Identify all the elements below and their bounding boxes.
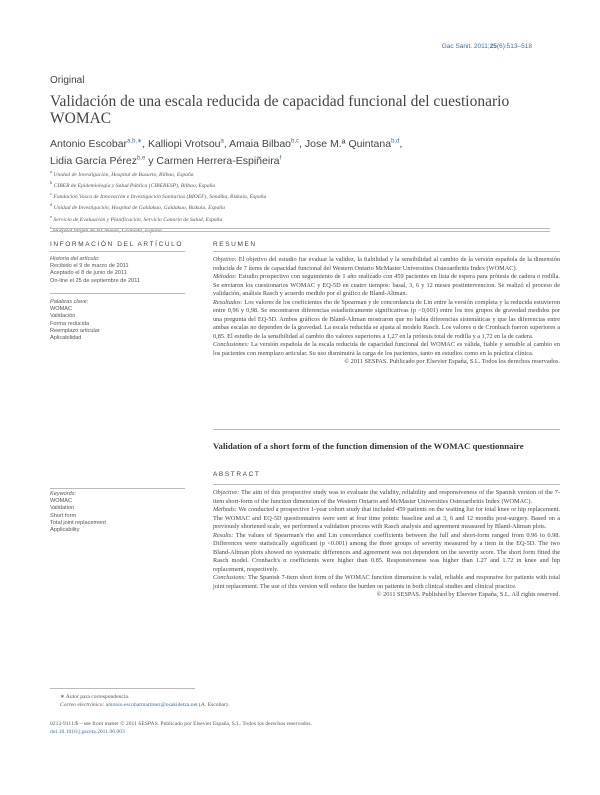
keyword: Validation bbox=[50, 505, 75, 512]
abstract-heading: ABSTRACT bbox=[213, 471, 261, 478]
resumen-resultados: Resultados: Los valores de los coeficientes rho de Spearman y de concordancia de Lin entre la versión completa y la reducida estuvieron entre 0,96 y 0,98. Se encontraron diferencias estadísticamente significativas (p <0,001) entre los tres grupos de gravedad medidos por una pregunta del EQ-5D. Ambos gráficos de Bland-Altman mostraron que no había diferencias sistemáticas y que las diferencias entre ambas escalas no dependen de la gravedad. La escala reducida se ajusta al modelo Rasch. Los valores α de Cronbach fueron superiores a 0,85. El estudio de la sensibilidad al cambio dio valores superiores a 1,27 en la prótesis total de rodilla y a 1,72 en la de cadera. bbox=[213, 298, 560, 340]
corresponding-author-note: ∗ Autor para correspondencia. bbox=[60, 694, 130, 700]
affiliation: $^f$ Hospital Virgen de las Nieves, Granada, España bbox=[50, 224, 162, 234]
author: Amaia Bilbao$^{b,c}$, bbox=[229, 137, 305, 150]
resumen-conclusiones: Conclusiones: La versión española de la escala reducida de capacidad funcional del WOMAC es válida, fiable y sensible al cambio en los pacientes con reemplazo articular. Su uso disminuirá la carga de los pacientes, tanto en estudios como en la práctica clínica. bbox=[213, 341, 560, 357]
author-affiliation-sup[interactable]: f bbox=[279, 155, 282, 161]
email-line: Correo electrónico: antonio.escobarmartinez@osakidetza.net (A. Escobar). bbox=[60, 701, 229, 708]
author-affiliation-sup[interactable]: a,b,∗ bbox=[127, 138, 143, 144]
divider bbox=[50, 228, 550, 229]
resumen-heading: RESUMEN bbox=[213, 241, 257, 248]
journal-reference[interactable] bbox=[442, 43, 532, 50]
history-received: Recibido el 9 de marzo de 2011 bbox=[50, 263, 129, 270]
article-title: Validación de una escala reducida de capacidad funcional del cuestionario WOMAC bbox=[50, 93, 510, 127]
divider bbox=[50, 251, 185, 252]
resumen-body bbox=[213, 256, 560, 367]
affiliation: $^e$ Servicio de Evaluación y Planificación, Servicio Canario de Salud, España bbox=[50, 213, 223, 223]
divider bbox=[50, 231, 550, 232]
divider bbox=[213, 429, 560, 430]
affiliation: $^c$ Fundación Vasca de Innovación e Investigación Sanitarias (BIOEF), Sondika, Bizkaia, España bbox=[50, 191, 267, 201]
affiliation-list bbox=[50, 168, 570, 235]
affiliation: $^d$ Unidad de Investigación, Hospital de Galdakao, Galdakao, Bizkaia, España bbox=[50, 202, 225, 212]
keyword: Short form bbox=[50, 512, 77, 519]
keyword: Total joint replacement bbox=[50, 519, 106, 526]
divider bbox=[50, 293, 185, 294]
history-label: Historia del artículo: bbox=[50, 256, 100, 262]
keywords-en-label: Keywords: bbox=[50, 491, 77, 497]
footnote-rule bbox=[50, 688, 195, 689]
abstract-methods: Methods: We conducted a prospective 1-year cohort study that included 459 patients on the waiting list for total knee or hip replacement. The WOMAC and EQ-5D questionnaires were sent at four time points: baseline and at 3, 6 and 12 months post-surgery. Based on a previously shortened scale, we performed a validation process with Rasch analysis and agreement measured by Bland-Altman plots. bbox=[213, 506, 560, 530]
divider bbox=[213, 251, 560, 252]
keyword: Applicability bbox=[50, 527, 80, 534]
doi-link[interactable]: doi:10.1016/j.gaceta.2011.06.003 bbox=[50, 728, 125, 735]
author-affiliation-sup[interactable]: a bbox=[220, 138, 224, 144]
keyword: Validación bbox=[50, 313, 76, 320]
affiliation: $^a$ Unidad de Investigación, Hospital de Basurto, Bilbao, España bbox=[50, 169, 194, 178]
keyword: WOMAC bbox=[50, 306, 73, 313]
author: Jose M.ª Quintana$^{b,d}$, bbox=[304, 137, 403, 150]
email-link[interactable]: antonio.escobarmartinez@osakidetza.net bbox=[105, 701, 198, 708]
issn-line: 0213-9111/$ – see front matter © 2011 SESPAS. Publicado por Elsevier España, S.L. Todos los derechos reservados. bbox=[50, 721, 312, 727]
author-affiliation-sup[interactable]: b,d bbox=[391, 138, 400, 144]
publication-info bbox=[50, 721, 550, 736]
history-accepted: Aceptado el 8 de junio de 2011 bbox=[50, 270, 127, 277]
journal-volume: 25 bbox=[489, 43, 497, 50]
author: Antonio Escobar$^{a,b,∗}$, bbox=[50, 137, 148, 150]
author: Lidia García Pérez$^{b,e}$ bbox=[50, 154, 146, 167]
abstract-copyright: © 2011 SESPAS. Published by Elsevier España, S.L. All rights reserved. bbox=[376, 591, 560, 598]
doi-line bbox=[50, 729, 550, 737]
keyword: Aplicabilidad bbox=[50, 335, 82, 342]
history-online: On-line el 25 de septiembre de 2011 bbox=[50, 277, 141, 284]
email-label: Correo electrónico: bbox=[60, 701, 105, 708]
footnote bbox=[60, 694, 540, 709]
author: Kalliopi Vrotsou$^a$, bbox=[147, 137, 230, 150]
keywords-es bbox=[50, 299, 190, 342]
keyword: Forma reducida bbox=[50, 320, 90, 327]
author-affiliation-sup[interactable]: b,c bbox=[291, 138, 300, 144]
keywords-en bbox=[50, 491, 190, 534]
author-affiliation-sup[interactable]: b,e bbox=[136, 155, 146, 161]
keywords-es-label: Palabras clave: bbox=[50, 299, 89, 305]
abstract-results: Results: The values of Spearman's rho and Lin concordance coefficients between the full and short-form ranged from 0.96 to 0.98. Differences were statistically significant (p <0.001) among the three groups of severity measured by a item in the EQ-5D. The two Bland-Altman plots showed no systematic differences and agreement was not dependent on the severity score. The short form fitted the Rasch model. Cronbach's α coefficients were higher than 0.85. Responsiveness was higher than 1.27 and 1.72 in knee and hip replacement, respectively. bbox=[213, 531, 560, 573]
article-history bbox=[50, 256, 190, 285]
abstract-objective: Objective: The aim of this prospective study was to evaluate the validity, reliability and responsiveness of the Spanish version of the 7-item short-form of the function dimension of the Western Ontario and McMaster Universities Osteoarthritis Index (WOMAC). bbox=[213, 489, 560, 505]
author: y Carmen Herrera-Espiñeira$^f$ bbox=[148, 154, 282, 167]
divider bbox=[213, 484, 560, 485]
author-list bbox=[50, 134, 570, 168]
journal-issue: (6) bbox=[496, 43, 505, 50]
resumen-metodos: Métodos: Estudio prospectivo con seguimiento de 1 año realizado con 459 pacientes en lista de espera para prótesis de cadera o rodilla. Se enviaron los cuestionarios WOMAC y EQ-5D en cuatro tiempos: basal, 3, 6 y 12 meses postintervencion. Se realizó el proceso de validación, análisis Rasch y acuerdo medido por el gráfico de Bland-Altman. bbox=[213, 273, 561, 297]
journal-prefix: Gac Sanit. 2011; bbox=[441, 43, 490, 50]
affiliation: $^b$ CIBER de Epidemiología y Salud Pública (CIBERESP), Bilbao, España bbox=[50, 180, 216, 190]
keyword: WOMAC bbox=[50, 498, 73, 505]
keyword: Reemplazo articular bbox=[50, 327, 100, 334]
abstract-conclusions: Conclusions: The Spanish 7-item short form of the WOMAC function dimension is valid, reliable and responsive for patients with total joint replacement. The use of this version will reduce the burden on patients in both clinical studies and clinical practice. bbox=[213, 574, 560, 590]
abstract-body bbox=[213, 489, 560, 600]
section-label: Original bbox=[50, 75, 85, 86]
journal-pages: :513–518 bbox=[504, 43, 532, 50]
resumen-objetivo: Objetivo: El objetivo del estudio fue evaluar la validez, la fiabilidad y la sensibilidad al cambio de la versión española de la dimensión reducida de 7 ítems de capacidad funcional del Western Ontario McMaster Universities Osteoarthritis Index (WOMAC). bbox=[213, 256, 560, 272]
resumen-copyright: © 2011 SESPAS. Publicado por Elsevier España, S.L. Todos los derechos reservados. bbox=[344, 358, 560, 365]
english-title: Validation of a short form of the function dimension of the WOMAC questionnaire bbox=[213, 441, 524, 451]
article-info-heading: INFORMACIÓN DEL ARTÍCULO bbox=[50, 241, 184, 248]
divider bbox=[50, 488, 185, 489]
